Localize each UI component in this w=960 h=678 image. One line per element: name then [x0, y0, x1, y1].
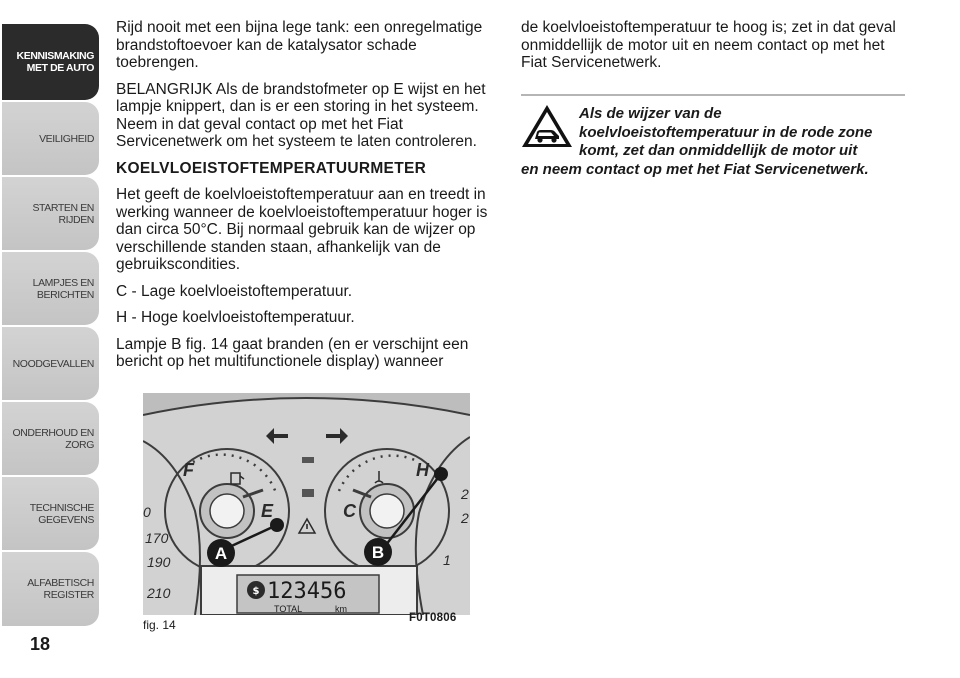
- paragraph-c-low: C - Lage koelvloeistoftemperatuur.: [116, 282, 353, 300]
- warning-callout: [521, 105, 911, 179]
- right-column: [521, 19, 906, 81]
- warning-line-3: komt, zet dan onmiddellijk de motor uit: [579, 142, 858, 159]
- tab-label: VEILIGHEID: [39, 132, 94, 145]
- rpm-tick-2: 2: [461, 510, 469, 526]
- tab-label-line1: LAMPJES EN: [32, 276, 94, 289]
- figure-code: F0T0806: [409, 612, 457, 624]
- tab-label: STARTEN EN RIJDEN: [32, 201, 94, 226]
- paragraph-continuation: de koelvloeistoftemperatuur te hoog is; zet in dat geval onmiddellijk de motor uit en neem contact op met het Fiat Servicenetwerk.: [521, 19, 896, 71]
- paragraph-lampje-b: Lampje B fig. 14 gaat branden (en er verschijnt een bericht op het multifunctionele display) wanneer: [116, 335, 469, 370]
- fuel-empty-label: E: [261, 501, 274, 521]
- tab-kennismaking[interactable]: [2, 24, 99, 100]
- tab-label-line2: REGISTER: [43, 589, 94, 601]
- tab-label-line1: ALFABETISCH: [27, 577, 94, 589]
- warning-line-4: en neem contact op met het Fiat Servicenetwerk.: [521, 160, 869, 178]
- tab-label-line2: GEGEVENS: [38, 513, 94, 526]
- tab-label-line1: TECHNISCHE: [29, 501, 94, 514]
- speed-tick-0: 0: [143, 504, 151, 520]
- speed-tick-210: 210: [147, 585, 171, 601]
- speed-tick-170: 170: [145, 530, 169, 546]
- tab-label-line1: KENNISMAKING: [16, 50, 94, 62]
- rpm-tick-2-top: 2: [461, 486, 469, 502]
- page-number: 18: [29, 634, 51, 654]
- svg-text:$: $: [252, 586, 260, 597]
- odometer-unit-label: km: [335, 604, 347, 614]
- odometer-total-label: TOTAL: [274, 604, 303, 614]
- fuel-full-label: F: [183, 460, 194, 480]
- tab-noodgevallen[interactable]: [2, 327, 99, 400]
- tab-label-line2: BERICHTEN: [36, 288, 94, 301]
- paragraph-tank-warning: Rijd nooit met een bijna lege tank: een onregelmatige brandstoftoevoer kan de katalysator schade toebrengen.: [116, 19, 483, 71]
- odometer-value: 123456: [267, 579, 347, 604]
- tab-label-line2: ZORG: [65, 438, 94, 451]
- warning-line-1: Als de wijzer van de: [579, 105, 722, 122]
- callout-a: A: [214, 544, 228, 563]
- tab-starten-en-rijden[interactable]: [2, 177, 99, 250]
- rpm-tick-1: 1: [443, 552, 451, 568]
- divider: [521, 94, 905, 96]
- tab-lampjes-en-berichten[interactable]: [2, 252, 99, 325]
- tab-veiligheid[interactable]: [2, 102, 99, 175]
- speed-tick-190: 190: [147, 554, 171, 570]
- paragraph-gauge-description: Het geeft de koelvloeistoftemperatuur aan en treedt in werking wanneer de koelvloeistoftemperatuur hoger is dan circa 50°C. Bij normaal gebruik kan de wijzer op verschillende standen staan, afhankelijk van de gebruikscondities.: [116, 186, 488, 273]
- tab-onderhoud-en-zorg[interactable]: [2, 402, 99, 475]
- callout-b: B: [371, 543, 385, 562]
- temp-cold-label: C: [343, 501, 356, 521]
- left-column: [116, 19, 500, 380]
- paragraph-h-high: H - Hoge koelvloeistoftemperatuur.: [116, 309, 355, 326]
- tab-alfabetisch-register[interactable]: [2, 552, 99, 626]
- instrument-cluster-figure: [143, 393, 470, 615]
- chapter-sidebar: [0, 0, 100, 678]
- tab-label: NOODGEVALLEN: [12, 357, 94, 370]
- warning-line-2: koelvloeistoftemperatuur in de rode zone: [579, 123, 873, 141]
- paragraph-belangrijk: BELANGRIJK Als de brandstofmeter op E wijst en het lampje knippert, dan is er een storing in het systeem. Neem in dat geval contact op met het Fiat Servicenetwerk om het systeem te laten controleren.: [116, 80, 486, 150]
- figure-caption: fig. 14: [143, 618, 176, 632]
- temp-hot-label: H: [416, 460, 429, 480]
- tab-label-line1: ONDERHOUD EN: [12, 426, 94, 439]
- section-heading: KOELVLOEISTOFTEMPERATUURMETER: [116, 159, 427, 177]
- tab-technische-gegevens[interactable]: [2, 477, 99, 550]
- tab-label-line2: MET DE AUTO: [26, 62, 94, 74]
